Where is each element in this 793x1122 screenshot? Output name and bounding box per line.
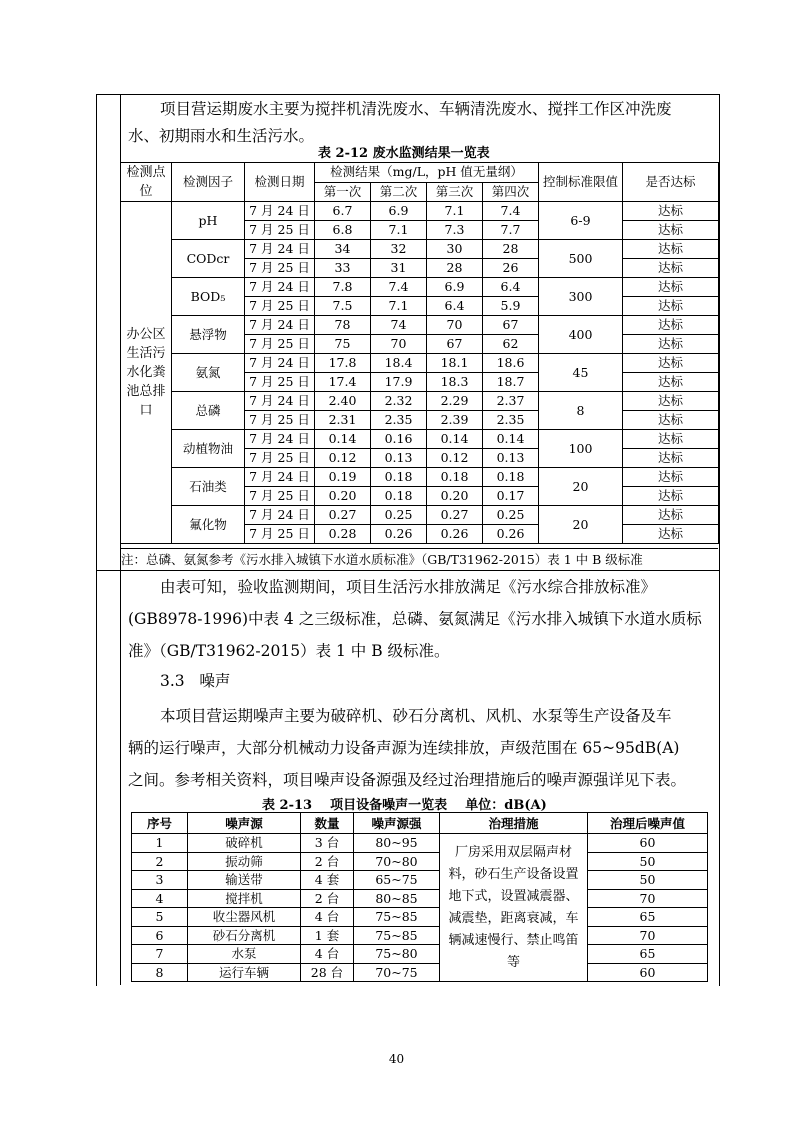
date-cell: 7 月 25 日: [245, 221, 315, 240]
value-cell: 0.17: [483, 487, 539, 506]
table-2-13-title: 表 2-13 项目设备噪声一览表 单位：dB(A): [262, 798, 547, 813]
date-cell: 7 月 24 日: [245, 430, 315, 449]
value-cell: 6.7: [315, 202, 371, 221]
table-row: [121, 278, 719, 297]
noise-line-2: 辆的运行噪声，大部分机械动力设备声源为连续排放，声级范围在 65~95dB(A): [128, 739, 680, 757]
noise-header-after: 治理后噪声值: [588, 813, 708, 834]
factor-cell: 动植物油: [172, 430, 245, 468]
noise-after-cell: 60: [588, 834, 708, 853]
value-cell: 28: [483, 240, 539, 259]
noise-level-cell: 75~80: [354, 945, 440, 964]
factor-cell: 悬浮物: [172, 316, 245, 354]
value-cell: 67: [483, 316, 539, 335]
noise-no-cell: 3: [132, 871, 188, 890]
value-cell: 33: [315, 259, 371, 278]
value-cell: 0.16: [371, 430, 427, 449]
value-cell: 17.9: [371, 373, 427, 392]
value-cell: 0.27: [315, 506, 371, 525]
table-row: [121, 506, 719, 525]
value-cell: 28: [427, 259, 483, 278]
noise-level-cell: 75~85: [354, 908, 440, 927]
table-note: 注：总磷、氨氮参考《污水排入城镇下水道水质标准》（GB/T31962-2015）表 1 中 B 级标准: [121, 548, 718, 571]
header-run-4: 第四次: [483, 182, 539, 202]
pass-cell: 达标: [623, 468, 719, 487]
noise-qty-cell: 1 套: [301, 926, 354, 945]
date-cell: 7 月 25 日: [245, 259, 315, 278]
noise-no-cell: 6: [132, 926, 188, 945]
noise-no-cell: 8: [132, 963, 188, 982]
noise-source-cell: 输送带: [188, 871, 301, 890]
date-cell: 7 月 24 日: [245, 278, 315, 297]
value-cell: 0.14: [315, 430, 371, 449]
conclusion-line-3: 准》（GB/T31962-2015）表 1 中 B 级标准。: [128, 642, 450, 660]
value-cell: 32: [371, 240, 427, 259]
pass-cell: 达标: [623, 411, 719, 430]
noise-table: [131, 812, 708, 982]
value-cell: 18.1: [427, 354, 483, 373]
value-cell: 18.4: [371, 354, 427, 373]
intro-line-1: 项目营运期废水主要为搅拌机清洗废水、车辆清洗废水、搅拌工作区冲洗废: [160, 100, 672, 118]
noise-level-cell: 80~85: [354, 889, 440, 908]
table-row: [121, 240, 719, 259]
noise-after-cell: 50: [588, 871, 708, 890]
factor-cell: 氟化物: [172, 506, 245, 544]
date-cell: 7 月 24 日: [245, 202, 315, 221]
value-cell: 75: [315, 335, 371, 354]
limit-cell: 20: [539, 468, 623, 506]
header-pass: 是否达标: [623, 163, 719, 202]
value-cell: 6.4: [483, 278, 539, 297]
value-cell: 34: [315, 240, 371, 259]
value-cell: 0.26: [483, 525, 539, 544]
pass-cell: 达标: [623, 278, 719, 297]
noise-no-cell: 2: [132, 852, 188, 871]
noise-header-qty: 数量: [301, 813, 354, 834]
value-cell: 7.4: [371, 278, 427, 297]
table-row: [132, 945, 708, 964]
date-cell: 7 月 25 日: [245, 411, 315, 430]
value-cell: 0.26: [371, 525, 427, 544]
value-cell: 0.19: [315, 468, 371, 487]
value-cell: 6.4: [427, 297, 483, 316]
noise-qty-cell: 3 台: [301, 834, 354, 853]
noise-qty-cell: 2 台: [301, 852, 354, 871]
value-cell: 0.18: [371, 468, 427, 487]
factor-cell: 氨氮: [172, 354, 245, 392]
value-cell: 18.3: [427, 373, 483, 392]
limit-cell: 6-9: [539, 202, 623, 240]
noise-no-cell: 7: [132, 945, 188, 964]
value-cell: 0.27: [427, 506, 483, 525]
table-row: [132, 908, 708, 927]
pass-cell: 达标: [623, 354, 719, 373]
table-row: [132, 834, 708, 853]
noise-qty-cell: 4 套: [301, 871, 354, 890]
table-row: [121, 392, 719, 411]
date-cell: 7 月 25 日: [245, 525, 315, 544]
noise-source-cell: 破碎机: [188, 834, 301, 853]
table-row: [121, 468, 719, 487]
value-cell: 0.20: [315, 487, 371, 506]
conclusion-paragraph: [128, 571, 716, 667]
pass-cell: 达标: [623, 259, 719, 278]
value-cell: 7.1: [371, 221, 427, 240]
value-cell: 0.12: [427, 449, 483, 468]
factor-cell: 总磷: [172, 392, 245, 430]
noise-after-cell: 50: [588, 852, 708, 871]
value-cell: 70: [427, 316, 483, 335]
value-cell: 0.13: [371, 449, 427, 468]
value-cell: 2.39: [427, 411, 483, 430]
noise-qty-cell: 4 台: [301, 908, 354, 927]
noise-after-cell: 65: [588, 945, 708, 964]
noise-header-no: 序号: [132, 813, 188, 834]
limit-cell: 100: [539, 430, 623, 468]
date-cell: 7 月 25 日: [245, 335, 315, 354]
value-cell: 2.35: [371, 411, 427, 430]
value-cell: 26: [483, 259, 539, 278]
pass-cell: 达标: [623, 506, 719, 525]
noise-qty-cell: 2 台: [301, 889, 354, 908]
table-row: [121, 202, 719, 221]
header-run-3: 第三次: [427, 182, 483, 202]
noise-header-source: 噪声源: [188, 813, 301, 834]
noise-line-3: 之间。参考相关资料，项目噪声设备源强及经过治理措施后的噪声源强详见下表。: [128, 771, 687, 789]
header-run-1: 第一次: [315, 182, 371, 202]
value-cell: 7.7: [483, 221, 539, 240]
value-cell: 7.1: [371, 297, 427, 316]
noise-after-cell: 60: [588, 963, 708, 982]
pass-cell: 达标: [623, 487, 719, 506]
date-cell: 7 月 24 日: [245, 506, 315, 525]
noise-source-cell: 搅拌机: [188, 889, 301, 908]
pass-cell: 达标: [623, 525, 719, 544]
value-cell: 6.9: [427, 278, 483, 297]
date-cell: 7 月 25 日: [245, 297, 315, 316]
left-margin-column: [96, 94, 121, 985]
intro-line-2: 水、初期雨水和生活污水。: [128, 127, 315, 145]
pass-cell: 达标: [623, 297, 719, 316]
conclusion-line-1: 由表可知，验收监测期间，项目生活污水排放满足《污水综合排放标准》: [160, 578, 657, 596]
noise-level-cell: 70~80: [354, 852, 440, 871]
noise-qty-cell: 28 台: [301, 963, 354, 982]
value-cell: 62: [483, 335, 539, 354]
noise-source-cell: 运行车辆: [188, 963, 301, 982]
value-cell: 2.29: [427, 392, 483, 411]
value-cell: 7.1: [427, 202, 483, 221]
header-limit: 控制标准限值: [539, 163, 623, 202]
date-cell: 7 月 24 日: [245, 392, 315, 411]
pass-cell: 达标: [623, 202, 719, 221]
limit-cell: 45: [539, 354, 623, 392]
noise-qty-cell: 4 台: [301, 945, 354, 964]
noise-line-1: 本项目营运期噪声主要为破碎机、砂石分离机、风机、水泵等生产设备及车: [160, 707, 672, 725]
value-cell: 6.8: [315, 221, 371, 240]
value-cell: 70: [371, 335, 427, 354]
factor-cell: 石油类: [172, 468, 245, 506]
value-cell: 0.12: [315, 449, 371, 468]
value-cell: 7.8: [315, 278, 371, 297]
value-cell: 0.18: [371, 487, 427, 506]
header-result: 检测结果（mg/L，pH 值无量纲）: [315, 163, 539, 183]
page-number: 40: [388, 1052, 405, 1066]
pass-cell: 达标: [623, 430, 719, 449]
noise-header-measure: 治理措施: [440, 813, 588, 834]
noise-no-cell: 4: [132, 889, 188, 908]
noise-measure-cell: 厂房采用双层隔声材料，砂石生产设备设置地下式，设置减震器、减震垫，距离衰减，车辆减速慢行、禁止鸣笛等: [440, 834, 588, 982]
noise-no-cell: 1: [132, 834, 188, 853]
value-cell: 0.18: [483, 468, 539, 487]
value-cell: 17.8: [315, 354, 371, 373]
table-2-12-title: 表 2-12 废水监测结果一览表: [318, 146, 490, 161]
table-row: [132, 926, 708, 945]
value-cell: 7.4: [483, 202, 539, 221]
value-cell: 6.9: [371, 202, 427, 221]
noise-after-cell: 70: [588, 889, 708, 908]
value-cell: 7.3: [427, 221, 483, 240]
value-cell: 0.13: [483, 449, 539, 468]
value-cell: 2.31: [315, 411, 371, 430]
value-cell: 31: [371, 259, 427, 278]
value-cell: 0.28: [315, 525, 371, 544]
noise-source-cell: 水泵: [188, 945, 301, 964]
value-cell: 78: [315, 316, 371, 335]
noise-paragraph: [128, 700, 716, 796]
limit-cell: 500: [539, 240, 623, 278]
value-cell: 2.37: [483, 392, 539, 411]
noise-level-cell: 80~95: [354, 834, 440, 853]
factor-cell: pH: [172, 202, 245, 240]
value-cell: 30: [427, 240, 483, 259]
date-cell: 7 月 24 日: [245, 468, 315, 487]
header-run-2: 第二次: [371, 182, 427, 202]
value-cell: 0.25: [483, 506, 539, 525]
noise-after-cell: 65: [588, 908, 708, 927]
site-name: 办公区生活污水化粪池总排口: [121, 202, 172, 544]
value-cell: 74: [371, 316, 427, 335]
table-row: [121, 354, 719, 373]
value-cell: 0.20: [427, 487, 483, 506]
noise-no-cell: 5: [132, 908, 188, 927]
factor-cell: CODcr: [172, 240, 245, 278]
noise-source-cell: 砂石分离机: [188, 926, 301, 945]
value-cell: 0.25: [371, 506, 427, 525]
value-cell: 67: [427, 335, 483, 354]
wastewater-table: [120, 162, 719, 544]
noise-header-level: 噪声源强: [354, 813, 440, 834]
value-cell: 0.14: [483, 430, 539, 449]
date-cell: 7 月 24 日: [245, 354, 315, 373]
limit-cell: 400: [539, 316, 623, 354]
pass-cell: 达标: [623, 449, 719, 468]
value-cell: 0.14: [427, 430, 483, 449]
table-row: [121, 316, 719, 335]
pass-cell: 达标: [623, 316, 719, 335]
noise-level-cell: 75~85: [354, 926, 440, 945]
pass-cell: 达标: [623, 392, 719, 411]
header-site: 检测点位: [121, 163, 172, 202]
limit-cell: 8: [539, 392, 623, 430]
pass-cell: 达标: [623, 240, 719, 259]
value-cell: 2.35: [483, 411, 539, 430]
value-cell: 18.6: [483, 354, 539, 373]
factor-cell: BOD₅: [172, 278, 245, 316]
section-heading: 3.3 噪声: [160, 672, 231, 690]
date-cell: 7 月 25 日: [245, 487, 315, 506]
noise-level-cell: 70~75: [354, 963, 440, 982]
value-cell: 2.40: [315, 392, 371, 411]
limit-cell: 300: [539, 278, 623, 316]
pass-cell: 达标: [623, 335, 719, 354]
table-row: [132, 871, 708, 890]
value-cell: 18.7: [483, 373, 539, 392]
noise-source-cell: 振动筛: [188, 852, 301, 871]
table-row: [132, 889, 708, 908]
header-factor: 检测因子: [172, 163, 245, 202]
date-cell: 7 月 25 日: [245, 373, 315, 392]
value-cell: 17.4: [315, 373, 371, 392]
table-row: [132, 852, 708, 871]
noise-level-cell: 65~75: [354, 871, 440, 890]
conclusion-line-2: (GB8978-1996)中表 4 之三级标准，总磷、氨氮满足《污水排入城镇下水道水质标: [128, 610, 702, 628]
value-cell: 0.26: [427, 525, 483, 544]
table-row: [121, 430, 719, 449]
date-cell: 7 月 24 日: [245, 240, 315, 259]
header-date: 检测日期: [245, 163, 315, 202]
pass-cell: 达标: [623, 221, 719, 240]
noise-source-cell: 收尘器风机: [188, 908, 301, 927]
date-cell: 7 月 24 日: [245, 316, 315, 335]
value-cell: 0.18: [427, 468, 483, 487]
noise-after-cell: 70: [588, 926, 708, 945]
value-cell: 5.9: [483, 297, 539, 316]
pass-cell: 达标: [623, 373, 719, 392]
table-row: [132, 963, 708, 982]
value-cell: 2.32: [371, 392, 427, 411]
date-cell: 7 月 25 日: [245, 449, 315, 468]
limit-cell: 20: [539, 506, 623, 544]
value-cell: 7.5: [315, 297, 371, 316]
